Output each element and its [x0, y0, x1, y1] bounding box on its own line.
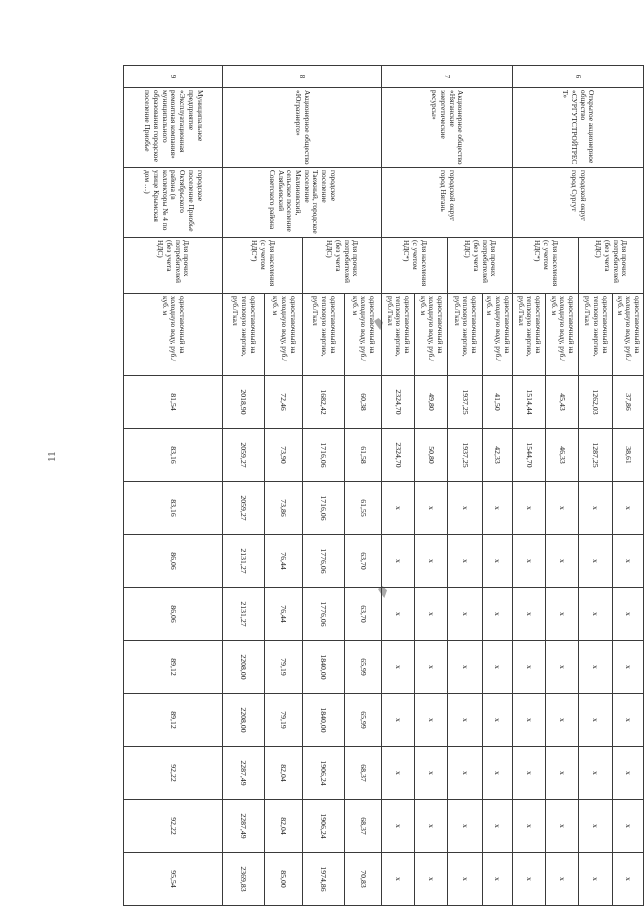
tariff-value-cell: 2059,27: [223, 429, 265, 482]
tariff-value-cell: 2208,00: [223, 694, 265, 747]
tariff-type-cell: одноставочный на холодную воду, руб./куб. м: [546, 294, 579, 376]
tariff-value-cell: 63,70: [345, 588, 382, 641]
tariff-type-cell: одноставочный на холодную воду, руб./куб. м: [483, 294, 513, 376]
territory-cell: городское поселение Приобье Октябрьского района (в коллекторы № 4 по улице Крымская дом …): [124, 168, 223, 238]
tariff-value-cell: x: [579, 853, 613, 906]
tariff-value-cell: 76,44: [265, 535, 303, 588]
tariff-value-cell: 2324,70: [382, 429, 415, 482]
tariff-value-cell: x: [483, 588, 513, 641]
tariff-value-cell: 2287,49: [223, 800, 265, 853]
territory-cell: городской округ город Нягань: [382, 168, 513, 238]
tariff-value-cell: x: [382, 694, 415, 747]
tariff-value-cell: 76,44: [265, 588, 303, 641]
tariff-value-cell: 2059,27: [223, 482, 265, 535]
table-row: [483, 66, 513, 906]
tariff-value-cell: x: [448, 641, 483, 694]
tariff-table: [123, 65, 644, 906]
tariff-value-cell: x: [513, 694, 546, 747]
consumer-category-cell: Для прочих потребителей (без учета НДС): [124, 238, 223, 294]
tariff-value-cell: x: [483, 694, 513, 747]
tariff-value-cell: 82,04: [265, 800, 303, 853]
tariff-value-cell: 1716,06: [303, 482, 345, 535]
tariff-value-cell: 86,06: [124, 535, 223, 588]
tariff-value-cell: x: [382, 482, 415, 535]
tariff-value-cell: 2131,27: [223, 535, 265, 588]
tariff-type-cell: одноставочный на холодную воду, руб./куб. м: [345, 294, 382, 376]
consumer-category-cell: Для населения (с учетом НДС*): [223, 238, 303, 294]
territory-cell: городское поселение Таежный, городское поселение Малиновский, сельское поселение Алябьевский Советского района: [223, 168, 382, 238]
tariff-value-cell: 1840,00: [303, 694, 345, 747]
tariff-type-cell: одноставочный на холодную воду, руб./куб. м: [415, 294, 448, 376]
tariff-type-cell: одноставочный на тепловую энергию, руб./Гкал: [382, 294, 415, 376]
tariff-value-cell: 1840,00: [303, 641, 345, 694]
tariff-value-cell: 2324,70: [382, 376, 415, 429]
tariff-value-cell: 2208,00: [223, 641, 265, 694]
tariff-value-cell: 1544,70: [513, 429, 546, 482]
tariff-value-cell: x: [483, 853, 513, 906]
tariff-value-cell: 41,50: [483, 376, 513, 429]
tariff-value-cell: 1776,06: [303, 535, 345, 588]
tariff-type-cell: одноставочный на тепловую энергию, руб./Гкал: [223, 294, 265, 376]
tariff-value-cell: x: [579, 535, 613, 588]
tariff-value-cell: 1262,03: [579, 376, 613, 429]
tariff-value-cell: x: [483, 747, 513, 800]
tariff-value-cell: x: [415, 482, 448, 535]
tariff-value-cell: 50,80: [415, 429, 448, 482]
tariff-value-cell: x: [382, 853, 415, 906]
tariff-value-cell: x: [415, 535, 448, 588]
tariff-value-cell: 92,22: [124, 747, 223, 800]
tariff-type-cell: одноставочный на холодную воду, руб./куб. м: [124, 294, 223, 376]
tariff-value-cell: x: [579, 482, 613, 535]
tariff-value-cell: 1906,24: [303, 747, 345, 800]
row-number-cell: 6: [513, 66, 644, 88]
tariff-value-cell: 1937,25: [448, 429, 483, 482]
tariff-value-cell: 1682,42: [303, 376, 345, 429]
tariff-value-cell: 61,58: [345, 429, 382, 482]
tariff-value-cell: x: [546, 800, 579, 853]
tariff-value-cell: x: [382, 800, 415, 853]
tariff-value-cell: x: [415, 588, 448, 641]
page-number: 11: [46, 451, 58, 462]
consumer-category-cell: Для прочих потребителей (без учета НДС): [579, 238, 644, 294]
tariff-value-cell: x: [415, 853, 448, 906]
organization-cell: Муниципальное предприятие «Эксплуатационная ремонтная компания» муниципального образования городское поселение Приобье: [124, 88, 223, 168]
tariff-value-cell: x: [513, 482, 546, 535]
tariff-value-cell: x: [579, 588, 613, 641]
tariff-value-cell: 2131,27: [223, 588, 265, 641]
tariff-value-cell: x: [448, 694, 483, 747]
tariff-type-cell: одноставочный на тепловую энергию, руб./Гкал: [448, 294, 483, 376]
consumer-category-cell: Для прочих потребителей (без учета НДС): [303, 238, 382, 294]
tariff-value-cell: x: [613, 747, 644, 800]
tariff-value-cell: x: [546, 747, 579, 800]
table-row: [124, 66, 223, 906]
tariff-value-cell: x: [513, 641, 546, 694]
tariff-value-cell: x: [579, 641, 613, 694]
tariff-value-cell: 1937,25: [448, 376, 483, 429]
tariff-value-cell: 95,54: [124, 853, 223, 906]
tariff-value-cell: x: [513, 853, 546, 906]
tariff-type-cell: одноставочный на тепловую энергию, руб./Гкал: [513, 294, 546, 376]
tariff-value-cell: x: [613, 641, 644, 694]
tariff-value-cell: 2369,83: [223, 853, 265, 906]
tariff-value-cell: x: [483, 800, 513, 853]
tariff-value-cell: 72,46: [265, 376, 303, 429]
organization-cell: Акционерное общество «Юграэнерго»: [223, 88, 382, 168]
tariff-value-cell: x: [579, 800, 613, 853]
organization-cell: Открытое акционерное общество «СУРГУТСТРОЙТРЕСТ»: [513, 88, 644, 168]
tariff-value-cell: 65,99: [345, 641, 382, 694]
tariff-value-cell: 60,38: [345, 376, 382, 429]
tariff-value-cell: x: [513, 535, 546, 588]
tariff-value-cell: x: [382, 747, 415, 800]
tariff-value-cell: 46,33: [546, 429, 579, 482]
tariff-value-cell: 86,06: [124, 588, 223, 641]
tariff-value-cell: x: [415, 747, 448, 800]
tariff-value-cell: x: [415, 800, 448, 853]
tariff-value-cell: x: [546, 853, 579, 906]
tariff-value-cell: 73,90: [265, 429, 303, 482]
tariff-value-cell: x: [546, 588, 579, 641]
tariff-type-cell: одноставочный на тепловую энергию, руб./Гкал: [303, 294, 345, 376]
tariff-value-cell: x: [415, 641, 448, 694]
tariff-value-cell: x: [448, 588, 483, 641]
consumer-category-cell: Для населения (с учетом НДС*): [382, 238, 448, 294]
tariff-value-cell: 73,86: [265, 482, 303, 535]
tariff-value-cell: x: [382, 588, 415, 641]
tariff-value-cell: x: [613, 694, 644, 747]
tariff-value-cell: 1906,24: [303, 800, 345, 853]
tariff-type-cell: одноставочный на холодную воду, руб./куб. м: [613, 294, 644, 376]
tariff-value-cell: x: [382, 535, 415, 588]
tariff-value-cell: x: [613, 800, 644, 853]
tariff-value-cell: 2287,49: [223, 747, 265, 800]
tariff-value-cell: x: [382, 641, 415, 694]
tariff-value-cell: 2018,90: [223, 376, 265, 429]
tariff-value-cell: x: [546, 694, 579, 747]
rotated-table-container: [98, 65, 644, 905]
row-number-cell: 8: [223, 66, 382, 88]
table-row: [613, 66, 644, 906]
tariff-type-cell: одноставочный на холодную воду, руб./куб. м: [265, 294, 303, 376]
tariff-value-cell: 63,70: [345, 535, 382, 588]
tariff-value-cell: 68,37: [345, 800, 382, 853]
table-row: [345, 66, 382, 906]
consumer-category-cell: Для населения (с учетом НДС*): [513, 238, 579, 294]
tariff-type-cell: одноставочный на тепловую энергию, руб./Гкал: [579, 294, 613, 376]
tariff-value-cell: x: [613, 482, 644, 535]
tariff-value-cell: 70,83: [345, 853, 382, 906]
tariff-value-cell: x: [415, 694, 448, 747]
tariff-value-cell: 82,04: [265, 747, 303, 800]
tariff-value-cell: 81,54: [124, 376, 223, 429]
tariff-value-cell: 65,99: [345, 694, 382, 747]
tariff-value-cell: x: [448, 853, 483, 906]
tariff-value-cell: 85,00: [265, 853, 303, 906]
tariff-value-cell: x: [448, 800, 483, 853]
tariff-value-cell: x: [613, 535, 644, 588]
row-number-cell: 9: [124, 66, 223, 88]
tariff-value-cell: 38,61: [613, 429, 644, 482]
organization-cell: Акционерное общество «Няганские энергетические ресурсы»: [382, 88, 513, 168]
tariff-value-cell: 1716,06: [303, 429, 345, 482]
tariff-value-cell: x: [546, 535, 579, 588]
tariff-value-cell: 49,80: [415, 376, 448, 429]
tariff-value-cell: x: [513, 800, 546, 853]
tariff-value-cell: x: [483, 482, 513, 535]
tariff-value-cell: 1974,86: [303, 853, 345, 906]
tariff-value-cell: x: [483, 641, 513, 694]
tariff-value-cell: 1287,25: [579, 429, 613, 482]
territory-cell: городской округ город Сургут: [513, 168, 644, 238]
tariff-value-cell: x: [546, 482, 579, 535]
tariff-value-cell: x: [448, 535, 483, 588]
tariff-value-cell: x: [579, 747, 613, 800]
tariff-value-cell: 1514,44: [513, 376, 546, 429]
tariff-value-cell: x: [513, 747, 546, 800]
tariff-value-cell: 42,33: [483, 429, 513, 482]
tariff-value-cell: x: [448, 482, 483, 535]
tariff-value-cell: 79,19: [265, 694, 303, 747]
tariff-value-cell: x: [613, 853, 644, 906]
tariff-value-cell: x: [613, 588, 644, 641]
tariff-value-cell: x: [483, 535, 513, 588]
tariff-value-cell: 89,12: [124, 641, 223, 694]
tariff-value-cell: 83,16: [124, 482, 223, 535]
consumer-category-cell: Для прочих потребителей (без учета НДС): [448, 238, 513, 294]
tariff-value-cell: 79,19: [265, 641, 303, 694]
tariff-value-cell: x: [579, 694, 613, 747]
tariff-value-cell: 92,22: [124, 800, 223, 853]
tariff-value-cell: 45,43: [546, 376, 579, 429]
tariff-value-cell: 83,16: [124, 429, 223, 482]
tariff-value-cell: x: [513, 588, 546, 641]
tariff-value-cell: 37,86: [613, 376, 644, 429]
tariff-value-cell: 1776,06: [303, 588, 345, 641]
tariff-value-cell: x: [546, 641, 579, 694]
tariff-value-cell: 89,12: [124, 694, 223, 747]
tariff-value-cell: x: [448, 747, 483, 800]
tariff-value-cell: 68,37: [345, 747, 382, 800]
tariff-value-cell: 61,55: [345, 482, 382, 535]
row-number-cell: 7: [382, 66, 513, 88]
